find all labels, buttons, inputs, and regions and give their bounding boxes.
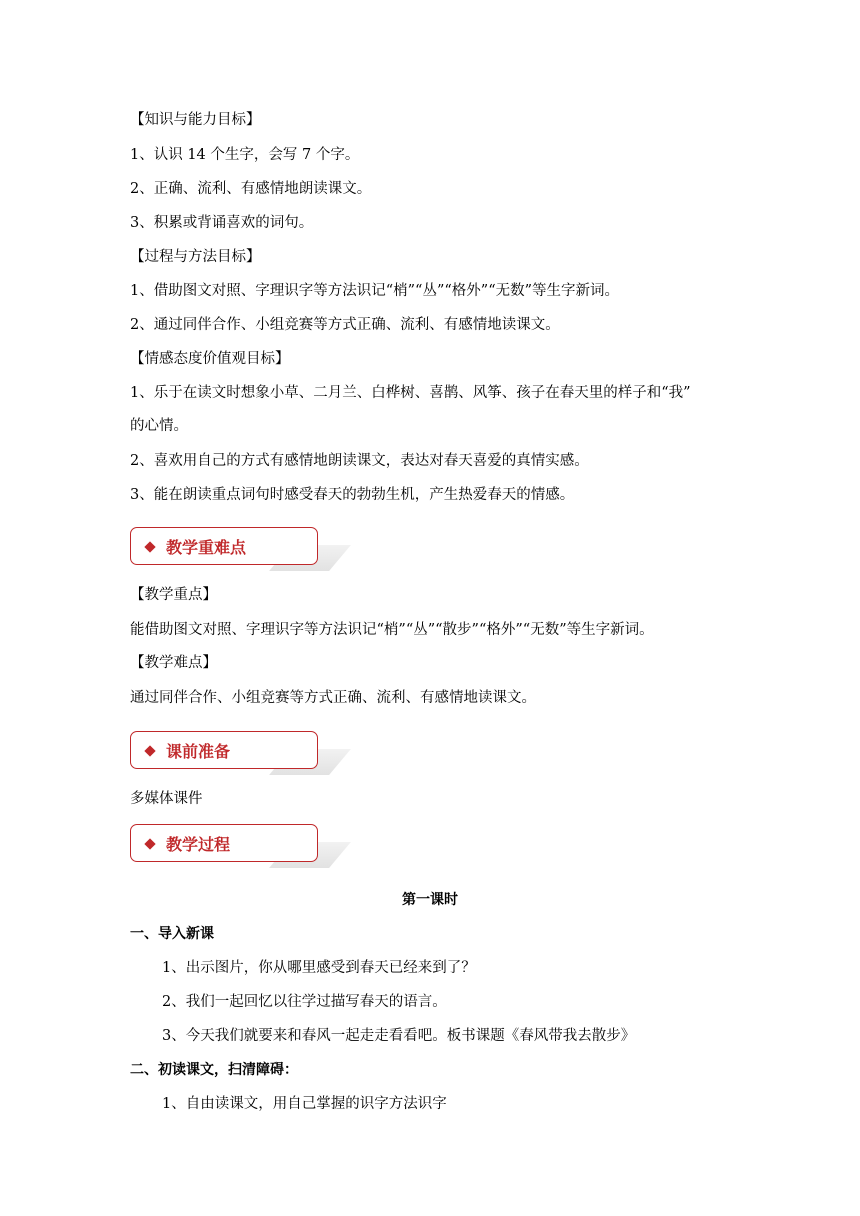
section-key-difficult xyxy=(130,527,318,565)
part2-heading: 二、初读课文，扫清障碍： xyxy=(130,1062,298,1078)
knowledge-item: 2、正确、流利、有感情地朗读课文。 xyxy=(130,181,372,197)
process-item: 1、借助图文对照、字理识字等方法识记“梢”“丛”“格外”“无数”等生字新词。 xyxy=(130,283,620,299)
emotion-item: 1、乐于在读文时想象小草、二月兰、白桦树、喜鹊、风筝、孩子在春天里的样子和“我” xyxy=(130,385,691,401)
knowledge-heading: 【知识与能力目标】 xyxy=(130,112,261,128)
key-heading: 【教学重点】 xyxy=(130,587,217,603)
process-item: 2、通过同伴合作、小组竞赛等方式正确、流利、有感情地读课文。 xyxy=(130,317,560,333)
emotion-item: 3、能在朗读重点词句时感受春天的勃勃生机，产生热爱春天的情感。 xyxy=(130,487,575,503)
section-title: 课前准备 xyxy=(166,742,231,761)
knowledge-item: 1、认识 14 个生字，会写 7 个字。 xyxy=(130,147,360,163)
section-preparation xyxy=(130,731,318,769)
diamond-icon xyxy=(144,745,155,756)
diamond-icon xyxy=(144,838,155,849)
part1-item: 3、今天我们就要来和春风一起走走看看吧。板书课题《春风带我去散步》 xyxy=(162,1028,636,1044)
diamond-icon xyxy=(144,541,155,552)
part1-item: 2、我们一起回忆以往学过描写春天的语言。 xyxy=(162,994,447,1010)
knowledge-item: 3、积累或背诵喜欢的词句。 xyxy=(130,215,314,231)
emotion-item: 2、喜欢用自己的方式有感情地朗读课文，表达对春天喜爱的真情实感。 xyxy=(130,453,589,469)
difficult-heading: 【教学难点】 xyxy=(130,655,217,671)
lesson-title: 第一课时 xyxy=(402,892,458,908)
key-text: 能借助图文对照、字理识字等方法识记“梢”“丛”“散步”“格外”“无数”等生字新词。 xyxy=(130,622,654,638)
difficult-text: 通过同伴合作、小组竞赛等方式正确、流利、有感情地读课文。 xyxy=(130,690,536,706)
preparation-text: 多媒体课件 xyxy=(130,791,203,807)
section-title: 教学过程 xyxy=(166,835,231,854)
process-heading: 【过程与方法目标】 xyxy=(130,249,261,265)
part1-heading: 一、导入新课 xyxy=(130,926,214,942)
section-process xyxy=(130,824,318,862)
part1-item: 1、出示图片，你从哪里感受到春天已经来到了？ xyxy=(162,960,476,976)
emotion-item-continued: 的心情。 xyxy=(130,418,188,434)
part2-item: 1、自由读课文，用自己掌握的识字方法识字 xyxy=(162,1096,447,1112)
emotion-heading: 【情感态度价值观目标】 xyxy=(130,351,290,367)
section-title: 教学重难点 xyxy=(166,538,247,557)
